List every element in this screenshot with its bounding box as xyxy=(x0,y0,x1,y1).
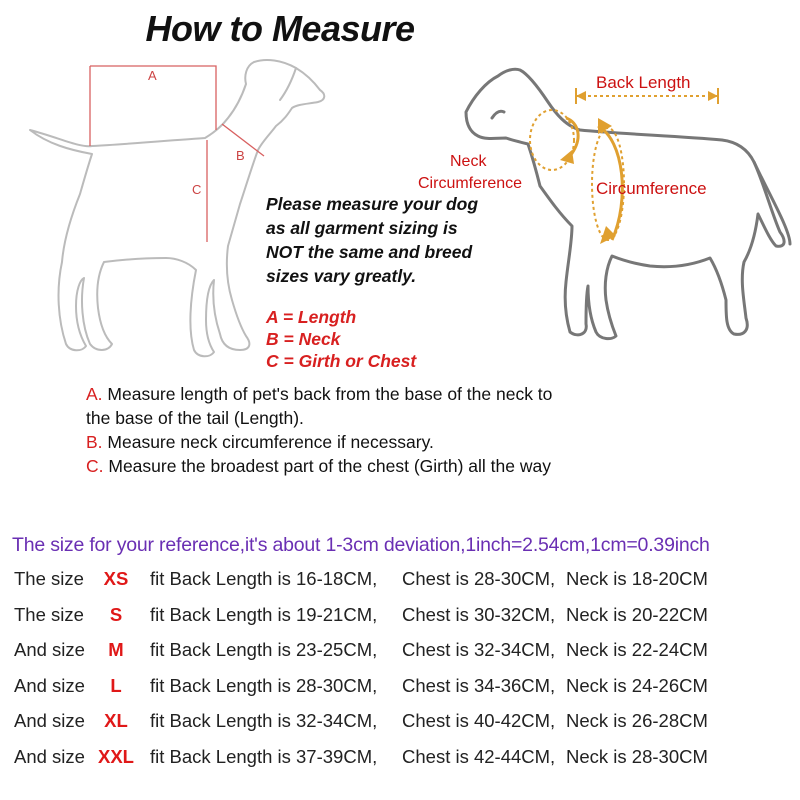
size-row xyxy=(14,707,794,743)
size-prefix: The size xyxy=(14,603,84,625)
legend-b: B = Neck xyxy=(266,329,341,349)
size-back-length: fit Back Length is 19-21CM, xyxy=(150,603,378,625)
size-back-length: fit Back Length is 32-34CM, xyxy=(150,710,378,731)
instruction-letter: C. xyxy=(86,456,104,476)
instruction-line xyxy=(86,430,606,454)
instruction-letter: A. xyxy=(86,384,103,404)
size-chest: Chest is 32-34CM, xyxy=(402,639,556,660)
instruction-text: Measure the broadest part of the chest (Girth) all the way xyxy=(103,456,551,476)
right-dog-illustration xyxy=(466,69,790,338)
size-row xyxy=(14,672,794,708)
legend-a: A = Length xyxy=(266,307,357,327)
circumference-label: Circumference xyxy=(596,179,707,198)
neck-label-line2: Circumference xyxy=(418,175,523,192)
legend-c: C = Girth or Chest xyxy=(266,351,417,371)
note-line: sizes vary greatly. xyxy=(266,266,417,286)
label-a: A xyxy=(148,68,157,83)
size-reference-note: The size for your reference,it's about 1-3cm deviation,1inch=2.54cm,1cm=0.39inch xyxy=(12,534,710,556)
back-length-label: Back Length xyxy=(596,73,691,92)
label-c: C xyxy=(192,182,202,197)
size-row xyxy=(14,565,794,601)
size-chest: Chest is 28-30CM, xyxy=(402,568,556,589)
label-b: B xyxy=(236,148,245,163)
size-code: XL xyxy=(104,710,128,731)
instructions xyxy=(86,382,606,478)
size-back-length: fit Back Length is 23-25CM, xyxy=(150,639,378,660)
size-back-length: fit Back Length is 37-39CM, xyxy=(150,745,378,767)
size-row xyxy=(14,636,794,672)
instruction-line xyxy=(86,454,606,478)
size-prefix: And size xyxy=(14,710,85,731)
size-code: L xyxy=(110,674,122,696)
measure-note xyxy=(266,192,496,288)
size-row xyxy=(14,743,794,779)
page-title: How to Measure xyxy=(145,8,415,49)
instruction-line xyxy=(86,382,606,406)
instruction-text: Measure neck circumference if necessary. xyxy=(102,432,434,452)
size-code: M xyxy=(108,639,124,660)
size-row xyxy=(14,601,794,637)
size-back-length: fit Back Length is 16-18CM, xyxy=(150,568,378,589)
note-line: Please measure your dog xyxy=(266,194,479,214)
size-neck: Neck is 18-20CM xyxy=(566,568,708,589)
size-neck: Neck is 22-24CM xyxy=(566,639,708,660)
size-chest: Chest is 40-42CM, xyxy=(402,710,556,731)
size-neck: Neck is 24-26CM xyxy=(566,674,708,696)
neck-label-line1: Neck xyxy=(450,153,487,170)
size-code: XS xyxy=(103,568,129,589)
measure-legend xyxy=(266,306,416,372)
size-table xyxy=(14,565,794,778)
size-prefix: And size xyxy=(14,674,85,696)
size-chest: Chest is 34-36CM, xyxy=(402,674,556,696)
size-prefix: The size xyxy=(14,568,84,589)
size-code: XXL xyxy=(98,745,134,767)
instruction-text: the base of the tail (Length). xyxy=(86,408,304,428)
instruction-text: Measure length of pet's back from the base of the neck to xyxy=(102,384,553,404)
note-line: NOT the same and breed xyxy=(266,242,473,262)
instruction-line xyxy=(86,406,606,430)
size-prefix: And size xyxy=(14,745,85,767)
size-chest: Chest is 42-44CM, xyxy=(402,745,556,767)
instruction-letter: B. xyxy=(86,432,103,452)
size-code: S xyxy=(109,603,123,625)
size-prefix: And size xyxy=(14,639,85,660)
right-dog-measure-marks xyxy=(530,88,718,244)
size-neck: Neck is 28-30CM xyxy=(566,745,708,767)
size-neck: Neck is 20-22CM xyxy=(566,603,708,625)
size-back-length: fit Back Length is 28-30CM, xyxy=(150,674,378,696)
size-chest: Chest is 30-32CM, xyxy=(402,603,556,625)
note-line: as all garment sizing is xyxy=(266,218,458,238)
size-neck: Neck is 26-28CM xyxy=(566,710,708,731)
